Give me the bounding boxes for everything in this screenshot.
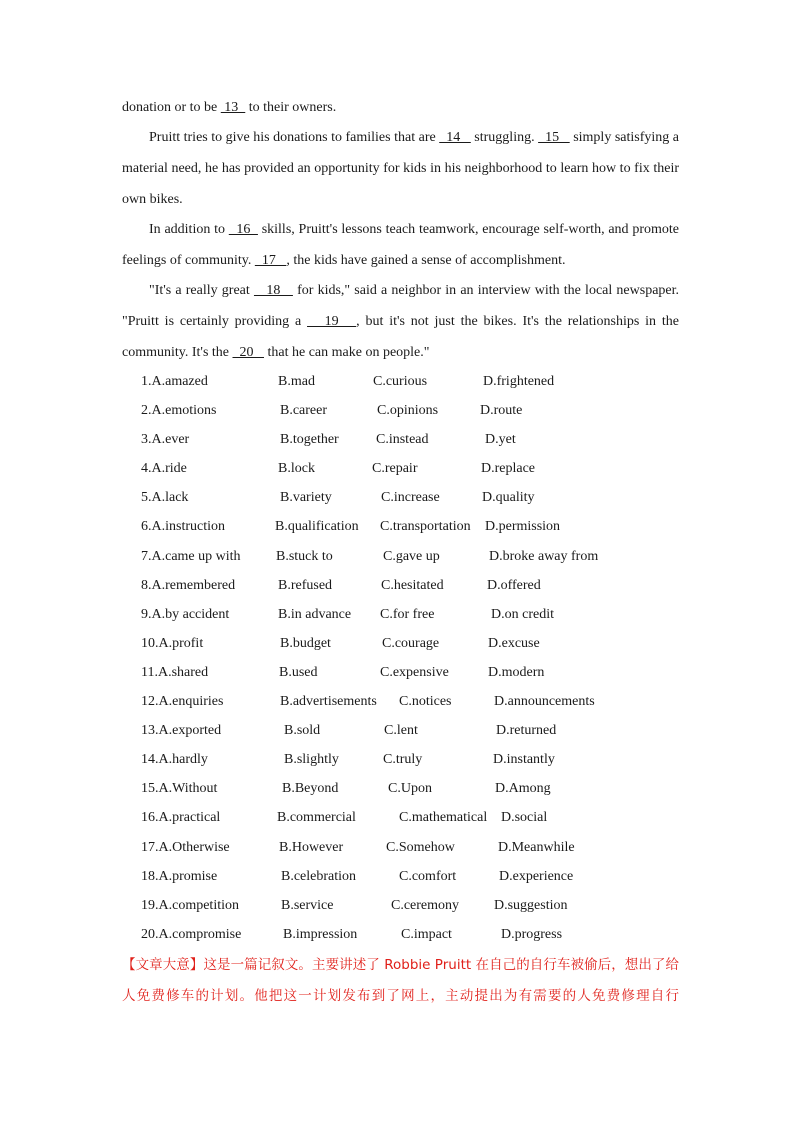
blank-20: 20 [232,345,264,360]
option-15-c: C.Upon [388,781,432,797]
option-20-b: B.impression [283,926,358,942]
option-9-c: C.for free [380,606,435,622]
passage-paragraph-3 [122,275,679,368]
summary-tag: 【文章大意】 [122,957,204,973]
option-3-b: B.together [280,432,339,448]
option-16-b: B.commercial [277,810,356,826]
option-7-a: 7.A.came up with [141,548,241,564]
option-4-d: D.replace [481,461,536,477]
passage-text: simply satisfying a material need, he has provided an opportunity for kids in his neighborhood to learn how to fix their own bikes. [122,130,680,207]
blank-14: 14 [439,130,471,145]
option-3-a: 3.A.ever [141,432,190,448]
option-17-d: D.Meanwhile [498,839,575,855]
option-14-a: 14.A.hardly [141,752,208,768]
option-3-d: D.yet [485,432,516,448]
option-8-c: C.hesitated [381,577,444,593]
option-row-20 [141,920,661,949]
option-row-3 [141,425,661,454]
passage-text: for kids," said a neighbor in an interview with the local newspaper. "Pruitt is certainly providing a [122,283,680,329]
option-19-c: C.ceremony [391,897,460,913]
answer-options-list [141,367,661,949]
option-row-12 [141,687,661,716]
option-11-a: 11.A.shared [141,664,209,680]
passage-text: struggling. [470,130,539,145]
blank-16: 16 [228,222,258,237]
option-7-b: B.stuck to [276,548,333,564]
option-12-c: C.notices [399,694,452,710]
option-5-d: D.quality [482,490,535,506]
option-row-11 [141,658,661,687]
option-14-c: C.truly [383,752,423,768]
option-row-9 [141,600,661,629]
option-1-d: D.frightened [483,374,555,389]
option-20-c: C.impact [401,926,452,942]
option-11-b: B.used [279,664,318,680]
option-row-15 [141,774,661,803]
option-18-b: B.celebration [281,868,357,884]
option-14-b: B.slightly [284,752,339,768]
option-5-b: B.variety [280,490,332,506]
option-2-b: B.career [280,403,328,419]
option-row-8 [141,571,661,600]
option-5-a: 5.A.lack [141,490,189,506]
option-4-c: C.repair [372,461,418,477]
blank-18: 18 [253,283,293,298]
option-19-b: B.service [281,897,334,913]
option-10-c: C.courage [382,635,440,651]
passage-text: , but it's not just the bikes. It's the relationships in the community. It's the [122,314,679,360]
option-2-c: C.opinions [377,403,439,419]
option-19-d: D.suggestion [494,897,568,913]
option-row-10 [141,629,661,658]
option-13-c: C.lent [384,723,418,739]
option-1-a: 1.A.amazed [141,374,208,389]
option-1-b: B.mad [278,374,315,389]
option-15-a: 15.A.Without [141,781,218,797]
passage-paragraph-2 [122,214,679,276]
option-row-17 [141,833,661,862]
option-2-a: 2.A.emotions [141,403,217,419]
option-16-d: D.social [501,810,548,826]
option-6-a: 6.A.instruction [141,519,225,535]
option-17-c: C.Somehow [386,839,455,855]
option-9-d: D.on credit [491,606,554,622]
passage-paragraph-0 [122,92,679,123]
option-15-d: D.Among [495,781,551,797]
option-12-b: B.advertisements [280,694,377,710]
blank-19: 19 [307,314,357,329]
option-14-d: D.instantly [493,752,555,768]
option-13-b: B.sold [284,723,321,739]
option-20-d: D.progress [501,926,563,942]
option-4-a: 4.A.ride [141,461,187,477]
option-4-b: B.lock [278,461,315,477]
summary-paragraph [122,950,679,1012]
option-16-c: C.mathematical [399,810,488,826]
option-6-d: D.permission [485,519,561,535]
passage-text: Pruitt tries to give his donations to families that are [149,130,440,145]
option-row-6 [141,512,661,541]
option-2-d: D.route [480,403,523,419]
option-5-c: C.increase [381,490,440,506]
passage-paragraph-1 [122,122,679,215]
option-3-c: C.instead [376,432,429,448]
option-11-c: C.expensive [380,664,449,680]
passage-text: to their owners. [245,100,337,115]
option-1-c: C.curious [373,374,428,389]
option-7-c: C.gave up [383,548,440,564]
option-6-c: C.transportation [380,519,471,535]
option-row-4 [141,454,661,483]
option-8-b: B.refused [278,577,333,593]
passage-text: "It's a really great [149,283,254,298]
option-10-b: B.budget [280,635,331,651]
blank-17: 17 [254,253,287,268]
option-20-a: 20.A.compromise [141,926,242,942]
option-row-2 [141,396,661,425]
option-row-16 [141,803,661,832]
option-row-14 [141,745,661,774]
option-13-d: D.returned [496,723,557,739]
option-10-a: 10.A.profit [141,635,204,651]
option-row-7 [141,542,661,571]
option-9-a: 9.A.by accident [141,606,230,622]
option-row-13 [141,716,661,745]
passage-text: , the kids have gained a sense of accomplishment. [286,253,566,268]
option-8-a: 8.A.remembered [141,577,236,593]
option-12-a: 12.A.enquiries [141,694,224,710]
option-11-d: D.modern [488,664,545,680]
option-13-a: 13.A.exported [141,723,222,739]
option-8-d: D.offered [487,577,541,593]
option-16-a: 16.A.practical [141,810,221,826]
option-18-c: C.comfort [399,868,457,884]
option-row-19 [141,891,661,920]
blank-13: 13 [220,100,246,115]
option-row-5 [141,483,661,512]
option-row-18 [141,862,661,891]
option-9-b: B.in advance [278,606,352,622]
option-15-b: B.Beyond [282,781,339,797]
passage-text: skills, Pruitt's lessons teach teamwork, encourage self-worth, and promote feelings of community. [122,222,679,268]
option-18-a: 18.A.promise [141,868,218,884]
passage-text: In addition to [149,222,229,237]
blank-15: 15 [538,130,570,145]
option-row-1 [141,367,661,396]
passage-text: donation or to be [122,100,221,115]
option-17-b: B.However [279,839,344,855]
option-17-a: 17.A.Otherwise [141,839,230,855]
summary-text: 这是一篇记叙文。主要讲述了 Robbie Pruitt 在自己的自行车被偷后，想出了给人免费修车的计划。他把这一计划发布到了网上，主动提出为有需要的人免费修理自行 [122,957,680,1004]
option-10-d: D.excuse [488,635,540,651]
passage-text: that he can make on people." [264,345,430,360]
option-18-d: D.experience [499,868,574,884]
option-12-d: D.announcements [494,694,595,710]
option-19-a: 19.A.competition [141,897,239,913]
option-6-b: B.qualification [275,519,359,535]
option-7-d: D.broke away from [489,548,599,564]
